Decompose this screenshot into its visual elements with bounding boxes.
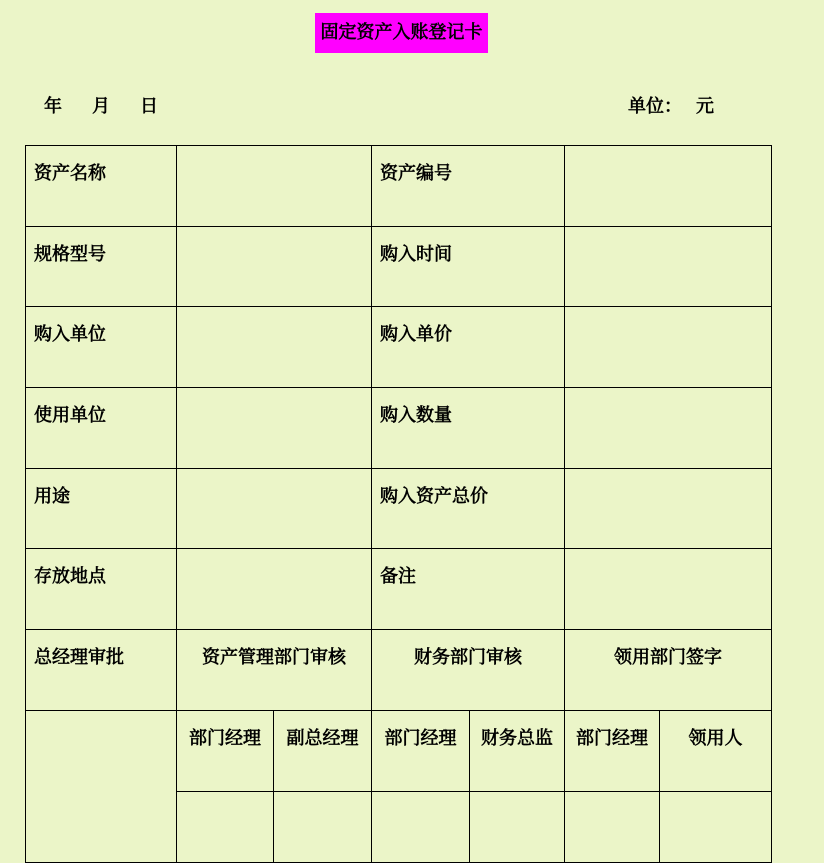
total-price-label: 购入资产总价: [372, 469, 565, 549]
table-row: [26, 711, 772, 792]
table-row: [26, 549, 772, 630]
unit-price-label: 购入单价: [372, 307, 565, 388]
user-unit-value[interactable]: [177, 388, 372, 469]
sign-cell[interactable]: [660, 792, 772, 863]
quantity-label: 购入数量: [372, 388, 565, 469]
purpose-value[interactable]: [177, 469, 372, 549]
date-line: [44, 92, 158, 118]
table-row: [26, 388, 772, 469]
sign-cell[interactable]: [565, 792, 660, 863]
form-title: 固定资产入账登记卡: [315, 13, 488, 53]
recipient-sign-header: 领用部门签字: [565, 630, 772, 711]
date-month-label: 月: [92, 96, 110, 117]
purchase-date-value[interactable]: [565, 227, 772, 307]
spec-model-value[interactable]: [177, 227, 372, 307]
sub-header-deputy-gm: 副总经理: [274, 711, 372, 792]
spec-model-label: 规格型号: [26, 227, 177, 307]
total-price-value[interactable]: [565, 469, 772, 549]
asset-number-label: 资产编号: [372, 146, 565, 227]
table-row: [26, 146, 772, 227]
user-unit-label: 使用单位: [26, 388, 177, 469]
purpose-label: 用途: [26, 469, 177, 549]
remarks-value[interactable]: [565, 549, 772, 630]
asset-registration-table: [25, 145, 772, 863]
date-day-label: 日: [140, 96, 158, 117]
sign-cell[interactable]: [372, 792, 470, 863]
sign-cell[interactable]: [470, 792, 565, 863]
date-year-label: 年: [44, 96, 62, 117]
gm-approval-label: 总经理审批: [26, 630, 177, 711]
remarks-label: 备注: [372, 549, 565, 630]
asset-mgmt-review-header: 资产管理部门审核: [177, 630, 372, 711]
sub-header-finance-director: 财务总监: [470, 711, 565, 792]
purchase-unit-label: 购入单位: [26, 307, 177, 388]
sign-cell[interactable]: [177, 792, 274, 863]
table-row: [26, 227, 772, 307]
purchase-unit-value[interactable]: [177, 307, 372, 388]
sub-header-recipient: 领用人: [660, 711, 772, 792]
table-row: [26, 630, 772, 711]
gm-approval-value[interactable]: [26, 711, 177, 863]
purchase-date-label: 购入时间: [372, 227, 565, 307]
unit-line: [628, 92, 714, 118]
sub-header-dept-manager: 部门经理: [372, 711, 470, 792]
sub-header-dept-manager: 部门经理: [565, 711, 660, 792]
unit-label: 单位：: [628, 96, 682, 117]
sub-header-dept-manager: 部门经理: [177, 711, 274, 792]
sign-cell[interactable]: [274, 792, 372, 863]
asset-name-value[interactable]: [177, 146, 372, 227]
asset-name-label: 资产名称: [26, 146, 177, 227]
asset-number-value[interactable]: [565, 146, 772, 227]
table-row: [26, 307, 772, 388]
quantity-value[interactable]: [565, 388, 772, 469]
storage-location-label: 存放地点: [26, 549, 177, 630]
finance-review-header: 财务部门审核: [372, 630, 565, 711]
table-row: [26, 469, 772, 549]
unit-price-value[interactable]: [565, 307, 772, 388]
unit-value: 元: [696, 96, 714, 117]
storage-location-value[interactable]: [177, 549, 372, 630]
